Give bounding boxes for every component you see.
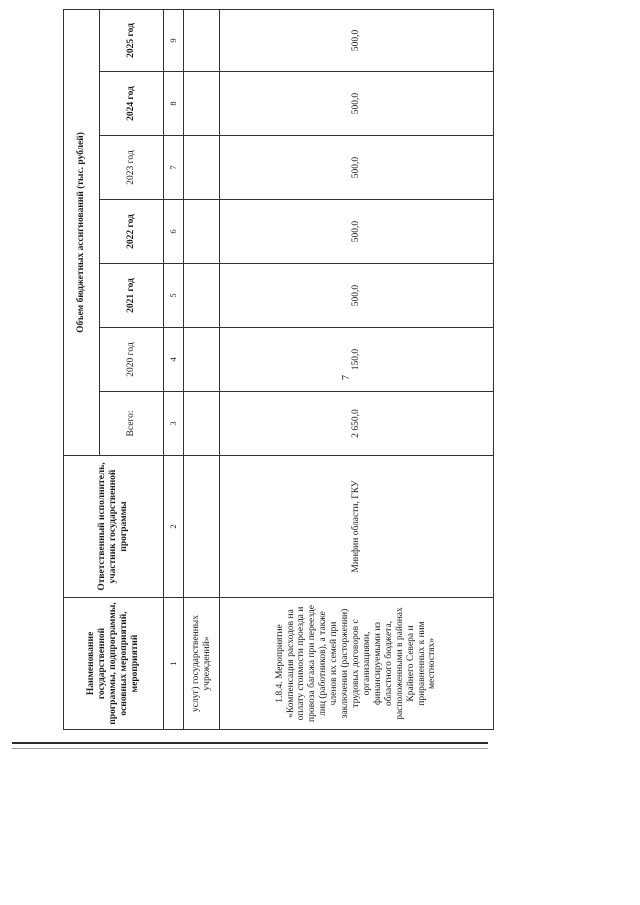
- scan-border-line-faint: [12, 748, 488, 749]
- row-value-2025: 500,0: [220, 9, 494, 71]
- table-row: [220, 9, 494, 729]
- scan-border-line: [12, 742, 488, 744]
- table-row: [184, 9, 220, 729]
- col-name-header: Наименование государственной программы, подпрограммы, основных мероприятий, мероприятий: [64, 598, 164, 730]
- row-value-2022: [184, 200, 220, 264]
- row-executor: [184, 456, 220, 598]
- row-value-2020: [184, 328, 220, 392]
- year-header-2024: 2024 год: [100, 72, 164, 136]
- row-name: услуг) государственных учреждений»: [184, 598, 220, 730]
- col-total-header: Всего:: [100, 392, 164, 456]
- year-header-2025: 2025 год: [100, 9, 164, 71]
- row-value-2021: [184, 264, 220, 328]
- column-number: 8: [164, 72, 184, 136]
- column-number: 2: [164, 456, 184, 598]
- year-header-2022: 2022 год: [100, 200, 164, 264]
- budget-group-header: Объем бюджетных ассигнований (тыс. рублей): [64, 9, 100, 455]
- row-name: 1.8.4. Мероприятие «Компенсация расходов на оплату стоимости проезда и провоза багажа при переезде лиц (работников), а также членов их семей при заключении (расторжении) трудовых договоров с организациями, финансируемыми из областного бюджета, расположенными в районах Крайнего Севера и приравненных к ним местностях»: [220, 598, 494, 730]
- column-number: 1: [164, 598, 184, 730]
- column-number: 7: [164, 136, 184, 200]
- row-value-2021: 500,0: [220, 264, 494, 328]
- row-value-2020: 150,0: [220, 328, 494, 392]
- column-number: 6: [164, 200, 184, 264]
- year-header-2021: 2021 год: [100, 264, 164, 328]
- row-total: [184, 392, 220, 456]
- column-number: 9: [164, 9, 184, 71]
- year-header-2023: 2023 год: [100, 136, 164, 200]
- row-value-2022: 500,0: [220, 200, 494, 264]
- budget-table: [63, 9, 494, 730]
- row-value-2025: [184, 9, 220, 71]
- column-number: 5: [164, 264, 184, 328]
- page-number: 7: [341, 375, 352, 380]
- year-header-2020: 2020 год: [100, 328, 164, 392]
- col-executor-header: Ответственный исполнитель, участник государственной программы: [64, 456, 164, 598]
- row-value-2024: 500,0: [220, 72, 494, 136]
- row-value-2023: 500,0: [220, 136, 494, 200]
- column-number: 3: [164, 392, 184, 456]
- column-number-row: [164, 9, 184, 729]
- budget-table-container: [63, 10, 493, 730]
- row-value-2024: [184, 72, 220, 136]
- row-total: 2 650,0: [220, 392, 494, 456]
- row-executor: Минфин области, ГКУ: [220, 456, 494, 598]
- row-value-2023: [184, 136, 220, 200]
- column-number: 4: [164, 328, 184, 392]
